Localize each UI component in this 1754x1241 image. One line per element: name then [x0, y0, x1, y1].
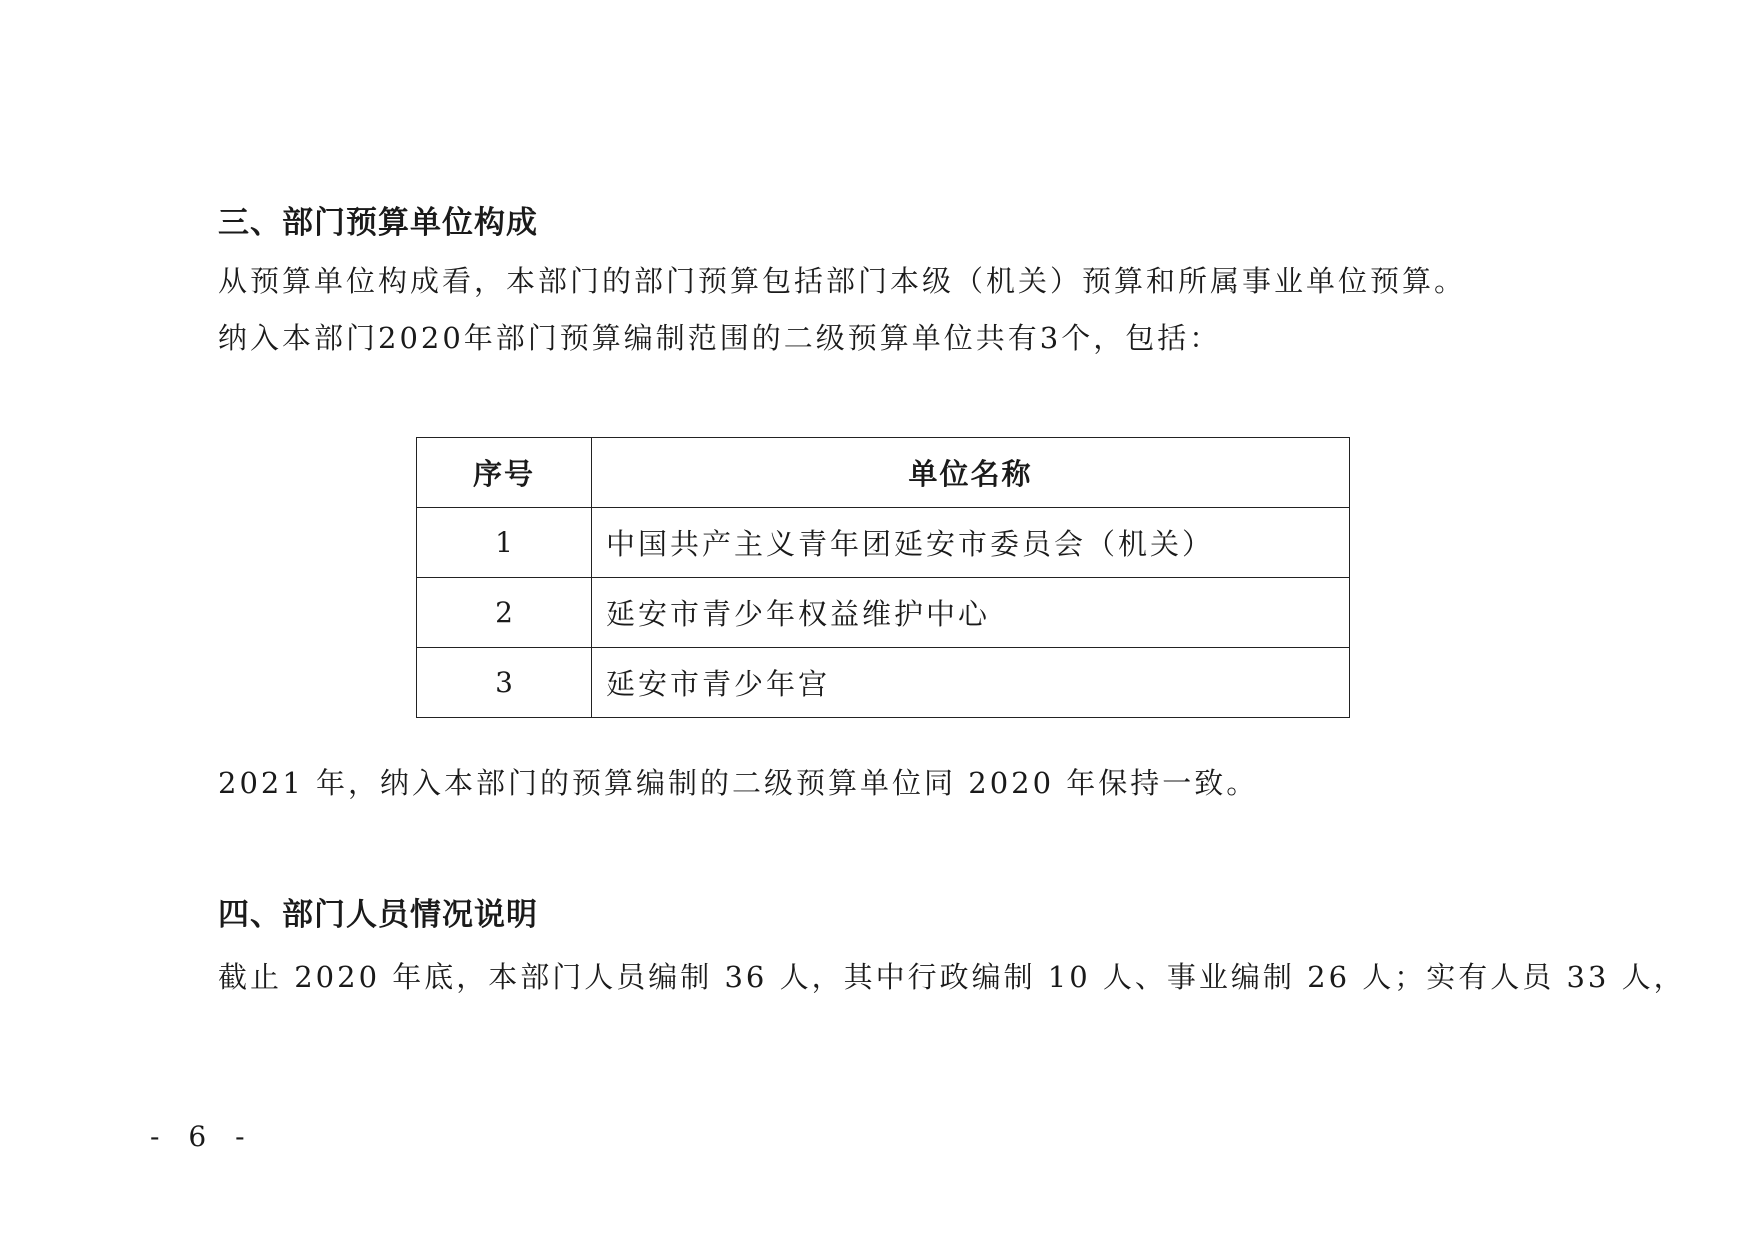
table-row — [417, 578, 1350, 648]
budget-units-table — [416, 437, 1350, 718]
section-heading-unit-composition: 三、部门预算单位构成 — [218, 205, 538, 241]
row-serial: 1 — [417, 508, 592, 578]
paragraph-budget-composition: 从预算单位构成看，本部门的部门预算包括部门本级（机关）预算和所属事业单位预算。 — [218, 264, 1467, 298]
table-row — [417, 508, 1350, 578]
paragraph-secondary-units-count: 纳入本部门2020年部门预算编制范围的二级预算单位共有3个，包括： — [218, 321, 1222, 355]
page-number: - 6 - — [150, 1120, 255, 1153]
column-header-unit-name: 单位名称 — [592, 438, 1350, 508]
row-unit-name: 延安市青少年权益维护中心 — [592, 578, 1350, 648]
row-serial: 2 — [417, 578, 592, 648]
row-serial: 3 — [417, 648, 592, 718]
row-unit-name: 延安市青少年宫 — [592, 648, 1350, 718]
paragraph-2021-consistency: 2021 年，纳入本部门的预算编制的二级预算单位同 2020 年保持一致。 — [218, 766, 1259, 800]
table-row — [417, 648, 1350, 718]
paragraph-staffing-details: 截止 2020 年底，本部门人员编制 36 人，其中行政编制 10 人、事业编制 26 人；实有人员 33 人， — [218, 960, 1686, 994]
column-header-serial: 序号 — [417, 438, 592, 508]
section-heading-staffing: 四、部门人员情况说明 — [218, 897, 538, 933]
row-unit-name: 中国共产主义青年团延安市委员会（机关） — [592, 508, 1350, 578]
table-header-row — [417, 438, 1350, 508]
